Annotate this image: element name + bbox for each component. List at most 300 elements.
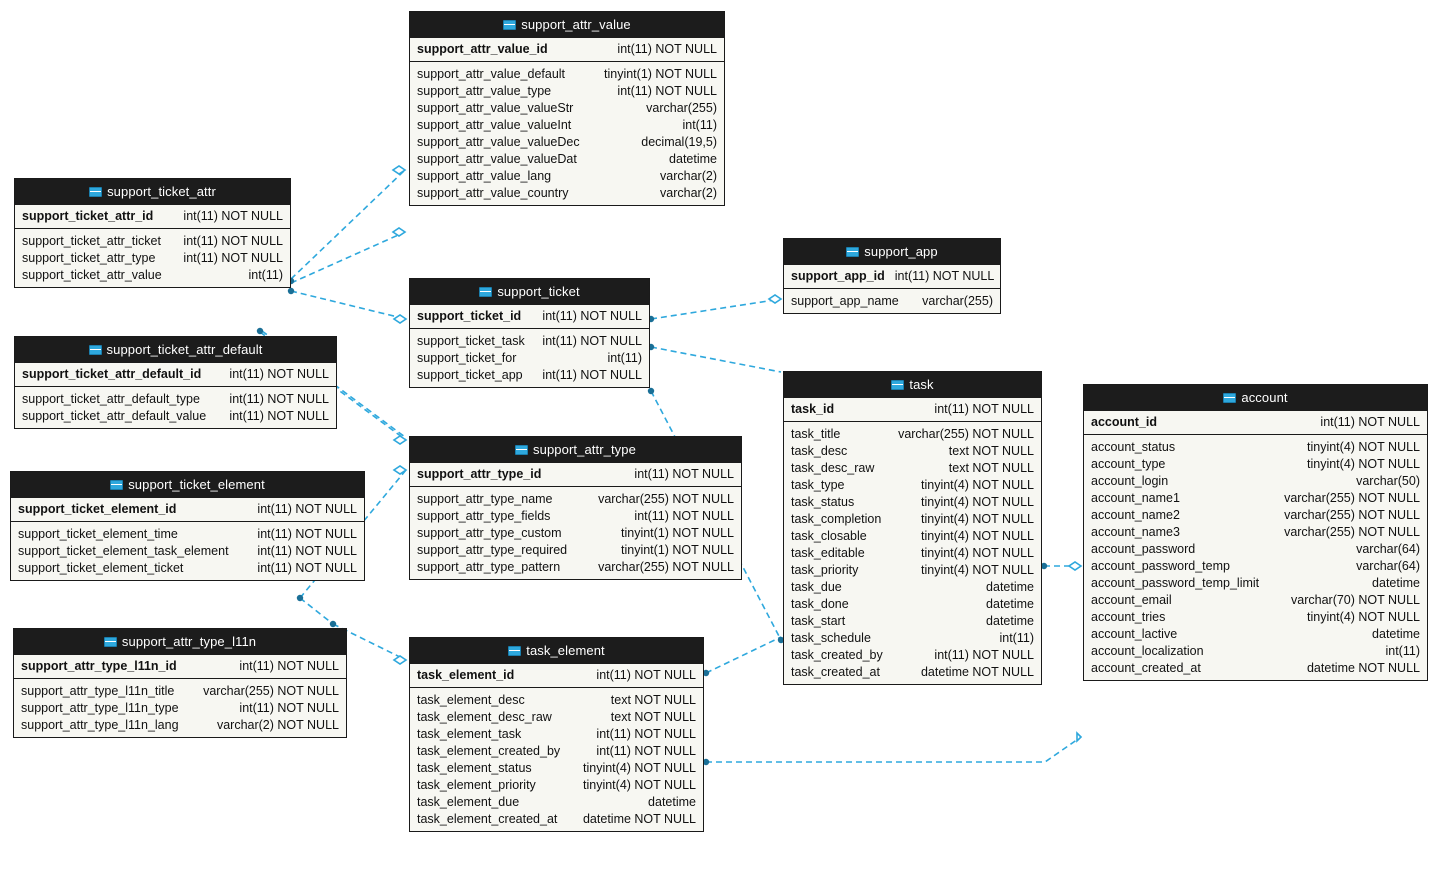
- column-type: int(11): [248, 267, 283, 282]
- column-name: task_type: [791, 477, 845, 492]
- column-row: [410, 133, 724, 150]
- column-row: [410, 82, 724, 99]
- column-type: varchar(50): [1356, 473, 1420, 488]
- column-type: tinyint(1) NOT NULL: [621, 542, 734, 557]
- column-row: [15, 266, 290, 283]
- column-row: [410, 524, 741, 541]
- column-name: support_app_name: [791, 293, 899, 308]
- column-type: varchar(255) NOT NULL: [203, 683, 339, 698]
- column-name: task_desc_raw: [791, 460, 875, 475]
- column-row: [1084, 608, 1427, 625]
- column-type: int(11) NOT NULL: [239, 659, 339, 673]
- endpoint-diamond: [769, 295, 781, 303]
- column-name: task_start: [791, 613, 846, 628]
- column-type: tinyint(1) NOT NULL: [621, 525, 734, 540]
- column-type: text NOT NULL: [610, 692, 696, 707]
- column-type: int(11) NOT NULL: [617, 42, 717, 56]
- column-name: support_ticket_element_time: [18, 526, 178, 541]
- column-row: [1084, 523, 1427, 540]
- entity-title: support_attr_type: [533, 442, 636, 457]
- column-row: [11, 525, 364, 542]
- column-type: int(11) NOT NULL: [634, 467, 734, 481]
- column-row: [410, 742, 703, 759]
- column-list: [784, 289, 1000, 313]
- column-type: varchar(255): [646, 100, 717, 115]
- column-type: int(11): [607, 350, 642, 365]
- entity-title: support_attr_type_l11n: [121, 634, 257, 649]
- column-type: int(11) NOT NULL: [229, 367, 329, 381]
- entity-header-task: [784, 372, 1041, 398]
- column-row: [14, 699, 346, 716]
- column-type: varchar(2): [660, 185, 717, 200]
- column-name: support_ticket_for: [417, 350, 517, 365]
- column-list: [784, 422, 1041, 684]
- column-name: task_editable: [791, 545, 865, 560]
- entity-support_app[interactable]: [783, 238, 1001, 314]
- entity-header-support_attr_type: [410, 437, 741, 463]
- entity-support_ticket_attr[interactable]: [14, 178, 291, 288]
- column-row: [410, 65, 724, 82]
- column-name: support_attr_type_name: [417, 491, 553, 506]
- column-row: [410, 349, 649, 366]
- column-name: task_id: [791, 402, 835, 416]
- column-type: int(11) NOT NULL: [257, 543, 357, 558]
- column-row: [410, 725, 703, 742]
- column-row: [784, 612, 1041, 629]
- column-type: int(11): [1385, 643, 1420, 658]
- primary-key-row: [15, 363, 336, 387]
- column-row: [784, 595, 1041, 612]
- column-type: text NOT NULL: [610, 709, 696, 724]
- primary-key-row: [784, 265, 1000, 289]
- column-type: varchar(2) NOT NULL: [216, 717, 339, 732]
- column-row: [410, 184, 724, 201]
- column-row: [1084, 455, 1427, 472]
- column-type: int(11) NOT NULL: [894, 269, 995, 283]
- endpoint-dot: [330, 621, 336, 627]
- column-type: datetime NOT NULL: [920, 664, 1034, 679]
- entity-title: task_element: [526, 643, 605, 658]
- column-name: account_id: [1091, 415, 1157, 429]
- column-row: [784, 459, 1041, 476]
- column-list: [410, 688, 703, 831]
- column-name: task_closable: [791, 528, 867, 543]
- entity-title: task: [909, 377, 934, 392]
- column-name: task_element_id: [417, 668, 515, 682]
- column-row: [784, 544, 1041, 561]
- column-type: varchar(2): [660, 168, 717, 183]
- column-name: support_ticket_attr_type: [22, 250, 156, 265]
- entity-header-support_attr_type_l11n: [14, 629, 346, 655]
- entity-account[interactable]: [1083, 384, 1428, 681]
- entity-task[interactable]: [783, 371, 1042, 685]
- column-type: tinyint(4) NOT NULL: [921, 477, 1034, 492]
- column-row: [410, 99, 724, 116]
- column-type: int(11) NOT NULL: [183, 233, 283, 248]
- column-type: int(11): [682, 117, 717, 132]
- column-type: int(11) NOT NULL: [596, 743, 696, 758]
- column-name: support_ticket_attr_default_type: [22, 391, 200, 406]
- edge-ticketattr-attrvalue: [291, 170, 405, 279]
- column-row: [410, 541, 741, 558]
- column-name: support_attr_type_id: [417, 467, 542, 481]
- column-type: tinyint(4) NOT NULL: [921, 545, 1034, 560]
- column-row: [15, 232, 290, 249]
- column-row: [410, 490, 741, 507]
- edge-ticketattr-attrvalue-2: [291, 232, 405, 283]
- entity-title: account: [1241, 390, 1288, 405]
- entity-support_ticket_element[interactable]: [10, 471, 365, 581]
- column-type: varchar(255): [922, 293, 993, 308]
- column-name: task_element_task: [417, 726, 522, 741]
- column-type: varchar(255) NOT NULL: [1284, 524, 1420, 539]
- column-list: [11, 522, 364, 580]
- column-name: support_attr_value_default: [417, 66, 566, 81]
- column-type: varchar(64): [1356, 541, 1420, 556]
- column-row: [1084, 489, 1427, 506]
- column-type: datetime: [669, 151, 717, 166]
- column-name: account_email: [1091, 592, 1172, 607]
- column-list: [410, 329, 649, 387]
- column-type: tinyint(4) NOT NULL: [1307, 439, 1420, 454]
- column-list: [15, 229, 290, 287]
- column-type: varchar(255) NOT NULL: [598, 491, 734, 506]
- column-name: account_lactive: [1091, 626, 1178, 641]
- endpoint-dot: [257, 328, 263, 334]
- table-icon: [104, 637, 117, 647]
- column-row: [410, 150, 724, 167]
- column-row: [1084, 574, 1427, 591]
- column-name: support_attr_type_l11n_title: [21, 683, 175, 698]
- column-name: task_element_due: [417, 794, 520, 809]
- column-row: [784, 663, 1041, 680]
- edge-taskelement-task: [706, 637, 781, 673]
- column-row: [410, 167, 724, 184]
- column-row: [1084, 540, 1427, 557]
- column-name: support_ticket_attr_default_value: [22, 408, 207, 423]
- column-type: tinyint(4) NOT NULL: [921, 528, 1034, 543]
- column-type: datetime: [1372, 575, 1420, 590]
- primary-key-row: [15, 205, 290, 229]
- primary-key-row: [410, 664, 703, 688]
- edge-taskelement-account: [706, 737, 1081, 762]
- column-name: task_due: [791, 579, 842, 594]
- column-list: [1084, 435, 1427, 680]
- column-type: int(11) NOT NULL: [257, 502, 357, 516]
- column-row: [11, 542, 364, 559]
- column-row: [1084, 625, 1427, 642]
- endpoint-diamond: [393, 166, 405, 174]
- column-row: [784, 493, 1041, 510]
- table-icon: [508, 646, 521, 656]
- table-icon: [110, 480, 123, 490]
- column-row: [14, 682, 346, 699]
- column-name: task_element_desc_raw: [417, 709, 552, 724]
- column-type: int(11) NOT NULL: [183, 209, 283, 223]
- column-type: tinyint(4) NOT NULL: [583, 760, 696, 775]
- column-name: account_localization: [1091, 643, 1204, 658]
- endpoint-diamond: [394, 315, 406, 323]
- edge-ticket-app: [651, 299, 781, 319]
- column-type: datetime NOT NULL: [582, 811, 696, 826]
- column-name: task_status: [791, 494, 855, 509]
- column-row: [784, 646, 1041, 663]
- column-type: tinyint(4) NOT NULL: [583, 777, 696, 792]
- column-type: int(11) NOT NULL: [617, 83, 717, 98]
- column-type: datetime: [986, 579, 1034, 594]
- column-row: [410, 776, 703, 793]
- edge-ticket-task: [651, 347, 781, 372]
- column-row: [784, 292, 1000, 309]
- column-row: [1084, 642, 1427, 659]
- entity-header-support_ticket_attr: [15, 179, 290, 205]
- column-row: [1084, 438, 1427, 455]
- column-name: account_password: [1091, 541, 1196, 556]
- column-type: text NOT NULL: [948, 460, 1034, 475]
- endpoint-diamond: [394, 656, 406, 664]
- entity-task_element[interactable]: [409, 637, 704, 832]
- column-name: support_attr_value_valueDat: [417, 151, 577, 166]
- column-type: int(11) NOT NULL: [542, 309, 642, 323]
- column-name: task_created_at: [791, 664, 880, 679]
- column-name: support_ticket_attr_value: [22, 267, 162, 282]
- column-type: int(11) NOT NULL: [596, 668, 696, 682]
- column-name: support_ticket_attr_default_id: [22, 367, 202, 381]
- entity-support_ticket[interactable]: [409, 278, 650, 388]
- column-name: support_attr_value_id: [417, 42, 548, 56]
- column-type: int(11) NOT NULL: [934, 647, 1034, 662]
- column-type: int(11) NOT NULL: [229, 408, 329, 423]
- column-name: support_ticket_app: [417, 367, 523, 382]
- column-row: [784, 510, 1041, 527]
- column-type: int(11) NOT NULL: [596, 726, 696, 741]
- column-name: support_attr_value_valueDec: [417, 134, 580, 149]
- column-type: int(11) NOT NULL: [1320, 415, 1420, 429]
- primary-key-row: [410, 305, 649, 329]
- column-list: [15, 387, 336, 428]
- entity-header-support_app: [784, 239, 1000, 265]
- column-row: [15, 249, 290, 266]
- column-row: [410, 116, 724, 133]
- primary-key-row: [410, 463, 741, 487]
- column-row: [410, 793, 703, 810]
- column-type: varchar(255) NOT NULL: [1284, 507, 1420, 522]
- entity-header-account: [1084, 385, 1427, 411]
- column-name: support_ticket_element_ticket: [18, 560, 184, 575]
- column-name: support_attr_value_valueInt: [417, 117, 572, 132]
- entity-header-task_element: [410, 638, 703, 664]
- column-type: tinyint(1) NOT NULL: [604, 66, 717, 81]
- column-name: task_desc: [791, 443, 848, 458]
- column-type: varchar(70) NOT NULL: [1291, 592, 1420, 607]
- column-type: int(11) NOT NULL: [542, 367, 642, 382]
- column-name: support_attr_type_pattern: [417, 559, 561, 574]
- entity-support_ticket_attr_default[interactable]: [14, 336, 337, 429]
- column-type: varchar(255) NOT NULL: [898, 426, 1034, 441]
- column-name: account_name3: [1091, 524, 1180, 539]
- entity-title: support_attr_value: [521, 17, 631, 32]
- column-name: support_attr_type_custom: [417, 525, 562, 540]
- table-icon: [515, 445, 528, 455]
- column-row: [15, 390, 336, 407]
- edge-ticketelement-l11n: [300, 598, 333, 624]
- column-name: task_element_created_at: [417, 811, 558, 826]
- column-type: datetime: [1372, 626, 1420, 641]
- column-type: int(11): [999, 630, 1034, 645]
- table-icon: [89, 187, 102, 197]
- column-name: task_element_desc: [417, 692, 525, 707]
- column-type: int(11) NOT NULL: [934, 402, 1034, 416]
- column-row: [410, 708, 703, 725]
- column-type: int(11) NOT NULL: [229, 391, 329, 406]
- column-name: support_attr_type_l11n_id: [21, 659, 177, 673]
- column-name: support_app_id: [791, 269, 885, 283]
- column-row: [784, 442, 1041, 459]
- entity-title: support_ticket_attr_default: [106, 342, 263, 357]
- column-name: account_login: [1091, 473, 1169, 488]
- column-name: account_name2: [1091, 507, 1180, 522]
- column-row: [410, 558, 741, 575]
- column-type: tinyint(4) NOT NULL: [921, 562, 1034, 577]
- column-type: tinyint(4) NOT NULL: [921, 511, 1034, 526]
- column-name: task_element_created_by: [417, 743, 561, 758]
- entity-header-support_ticket: [410, 279, 649, 305]
- column-row: [14, 716, 346, 733]
- column-name: support_attr_value_type: [417, 83, 552, 98]
- column-name: support_attr_type_required: [417, 542, 568, 557]
- column-list: [410, 62, 724, 205]
- column-row: [1084, 472, 1427, 489]
- column-row: [15, 407, 336, 424]
- column-row: [784, 578, 1041, 595]
- column-type: tinyint(4) NOT NULL: [921, 494, 1034, 509]
- endpoint-diamond: [393, 228, 405, 236]
- column-name: support_attr_type_l11n_type: [21, 700, 179, 715]
- column-name: support_ticket_id: [417, 309, 522, 323]
- column-row: [784, 561, 1041, 578]
- column-name: account_tries: [1091, 609, 1166, 624]
- column-type: datetime NOT NULL: [1306, 660, 1420, 675]
- table-icon: [1223, 393, 1236, 403]
- column-name: task_done: [791, 596, 849, 611]
- column-name: account_created_at: [1091, 660, 1201, 675]
- column-type: tinyint(4) NOT NULL: [1307, 609, 1420, 624]
- column-name: task_created_by: [791, 647, 883, 662]
- entity-support_attr_value[interactable]: [409, 11, 725, 206]
- column-name: support_ticket_task: [417, 333, 525, 348]
- table-icon: [479, 287, 492, 297]
- column-row: [410, 366, 649, 383]
- entity-title: support_app: [864, 244, 938, 259]
- column-row: [1084, 591, 1427, 608]
- primary-key-row: [784, 398, 1041, 422]
- column-row: [1084, 659, 1427, 676]
- entity-title: support_ticket_attr: [107, 184, 216, 199]
- column-type: int(11) NOT NULL: [257, 526, 357, 541]
- column-row: [1084, 557, 1427, 574]
- column-name: account_status: [1091, 439, 1176, 454]
- column-type: varchar(255) NOT NULL: [598, 559, 734, 574]
- column-name: task_schedule: [791, 630, 871, 645]
- column-type: datetime: [986, 613, 1034, 628]
- column-name: support_ticket_attr_ticket: [22, 233, 161, 248]
- column-name: support_ticket_element_task_element: [18, 543, 229, 558]
- column-row: [410, 810, 703, 827]
- column-row: [784, 425, 1041, 442]
- entity-header-support_ticket_element: [11, 472, 364, 498]
- column-row: [410, 759, 703, 776]
- column-row: [784, 476, 1041, 493]
- endpoint-dot: [648, 388, 654, 394]
- edge-ticketattr-ticket: [291, 291, 406, 319]
- column-name: task_completion: [791, 511, 882, 526]
- column-type: int(11) NOT NULL: [239, 700, 339, 715]
- table-icon: [846, 247, 859, 257]
- column-name: support_attr_type_fields: [417, 508, 551, 523]
- column-name: support_attr_value_lang: [417, 168, 552, 183]
- column-row: [11, 559, 364, 576]
- column-name: account_type: [1091, 456, 1166, 471]
- endpoint-diamond: [1077, 733, 1081, 741]
- entity-header-support_attr_value: [410, 12, 724, 38]
- column-name: support_ticket_attr_id: [22, 209, 154, 223]
- endpoint-diamond: [1069, 562, 1081, 570]
- column-list: [410, 487, 741, 579]
- endpoint-diamond: [394, 466, 406, 474]
- column-type: datetime: [648, 794, 696, 809]
- entity-title: support_ticket: [497, 284, 580, 299]
- table-icon: [503, 20, 516, 30]
- column-name: support_ticket_element_id: [18, 502, 177, 516]
- column-name: support_attr_value_valueStr: [417, 100, 574, 115]
- column-type: decimal(19,5): [641, 134, 717, 149]
- primary-key-row: [14, 655, 346, 679]
- column-type: varchar(255) NOT NULL: [1284, 490, 1420, 505]
- column-row: [1084, 506, 1427, 523]
- primary-key-row: [1084, 411, 1427, 435]
- column-name: task_element_status: [417, 760, 532, 775]
- column-list: [14, 679, 346, 737]
- column-type: int(11) NOT NULL: [183, 250, 283, 265]
- primary-key-row: [11, 498, 364, 522]
- endpoint-dot: [297, 595, 303, 601]
- primary-key-row: [410, 38, 724, 62]
- entity-title: support_ticket_element: [128, 477, 265, 492]
- column-type: int(11) NOT NULL: [634, 508, 734, 523]
- column-name: task_priority: [791, 562, 859, 577]
- column-row: [784, 629, 1041, 646]
- endpoint-dot: [288, 288, 294, 294]
- entity-support_attr_type_l11n[interactable]: [13, 628, 347, 738]
- column-name: account_password_temp_limit: [1091, 575, 1260, 590]
- column-name: account_password_temp: [1091, 558, 1230, 573]
- column-row: [410, 332, 649, 349]
- column-row: [410, 691, 703, 708]
- column-type: tinyint(4) NOT NULL: [1307, 456, 1420, 471]
- column-type: int(11) NOT NULL: [542, 333, 642, 348]
- column-type: text NOT NULL: [948, 443, 1034, 458]
- table-icon: [89, 345, 102, 355]
- endpoint-diamond: [394, 436, 406, 444]
- column-type: int(11) NOT NULL: [257, 560, 357, 575]
- entity-header-support_ticket_attr_default: [15, 337, 336, 363]
- column-name: support_attr_value_country: [417, 185, 569, 200]
- column-name: task_element_priority: [417, 777, 536, 792]
- column-name: account_name1: [1091, 490, 1180, 505]
- column-row: [410, 507, 741, 524]
- table-icon: [891, 380, 904, 390]
- entity-support_attr_type[interactable]: [409, 436, 742, 580]
